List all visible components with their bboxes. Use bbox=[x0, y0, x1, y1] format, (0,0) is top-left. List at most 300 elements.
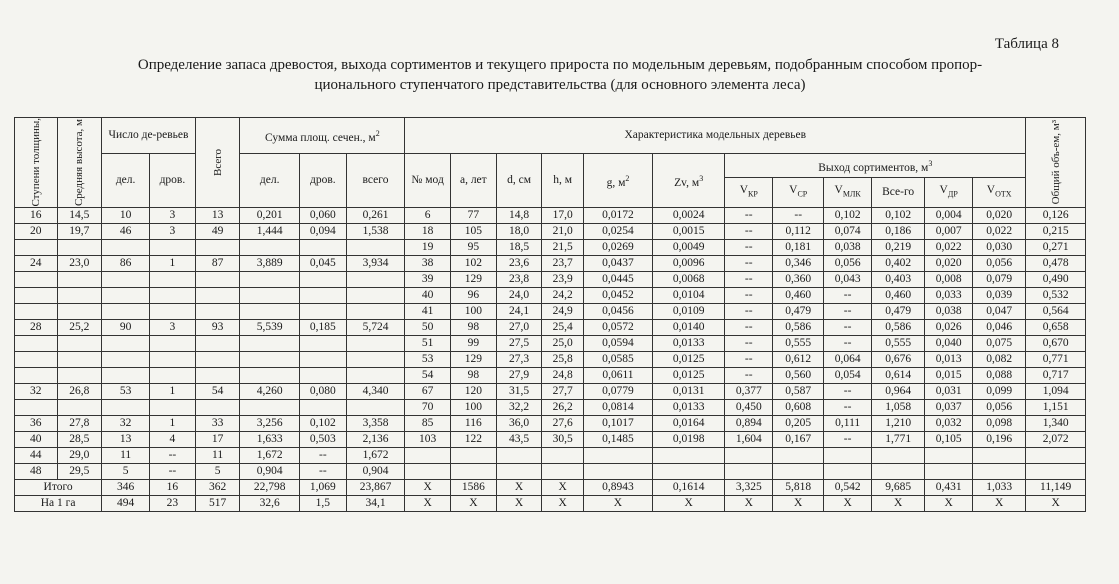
table-cell bbox=[102, 352, 150, 368]
header-total-volume: Общий объ-ем, м³ bbox=[1026, 118, 1086, 208]
table-cell bbox=[240, 352, 300, 368]
table-cell: 96 bbox=[450, 288, 496, 304]
header-g: g, $м^2$ bbox=[583, 154, 652, 208]
title-line-1: Определение запаса древостоя, выхода сортиментов и текущего прироста по модельным деревьям, подобранным способом пропор- bbox=[137, 57, 983, 73]
table-cell: 0,555 bbox=[773, 336, 824, 352]
table-cell: 98 bbox=[450, 320, 496, 336]
table-row bbox=[15, 320, 1086, 336]
table-cell: 0,056 bbox=[973, 256, 1026, 272]
table-cell: 0,094 bbox=[299, 224, 346, 240]
table-cell: 32 bbox=[102, 416, 150, 432]
table-cell: 23 bbox=[150, 496, 196, 512]
table-cell: 0,0814 bbox=[583, 400, 652, 416]
table-cell: X bbox=[542, 480, 583, 496]
table-cell: 1,340 bbox=[1026, 416, 1086, 432]
table-cell bbox=[725, 448, 773, 464]
table-row bbox=[15, 208, 1086, 224]
table-cell: 28,5 bbox=[57, 432, 102, 448]
table-cell: 5,818 bbox=[773, 480, 824, 496]
table-cell: 1,444 bbox=[240, 224, 300, 240]
table-cell: 17 bbox=[195, 432, 240, 448]
table-cell bbox=[824, 448, 872, 464]
table-cell: 100 bbox=[450, 304, 496, 320]
table-cell: 1,672 bbox=[240, 448, 300, 464]
table-cell: 18 bbox=[405, 224, 451, 240]
table-cell bbox=[150, 368, 196, 384]
table-cell: -- bbox=[725, 368, 773, 384]
table-cell: 33 bbox=[195, 416, 240, 432]
table-cell bbox=[346, 368, 405, 384]
table-cell: 0,964 bbox=[872, 384, 925, 400]
table-cell: 0,360 bbox=[773, 272, 824, 288]
table-cell: 17,0 bbox=[542, 208, 583, 224]
table-cell: 0,460 bbox=[773, 288, 824, 304]
table-cell: 1,672 bbox=[346, 448, 405, 464]
table-cell: 0,008 bbox=[925, 272, 973, 288]
table-cell bbox=[102, 288, 150, 304]
header-model-trees: Характеристика модельных деревьев bbox=[405, 118, 1026, 154]
table-cell bbox=[150, 288, 196, 304]
table-cell: 1,5 bbox=[299, 496, 346, 512]
table-cell: 23,8 bbox=[496, 272, 542, 288]
table-cell bbox=[346, 288, 405, 304]
table-cell: 0,271 bbox=[1026, 240, 1086, 256]
table-cell bbox=[450, 448, 496, 464]
table-cell: 0,8943 bbox=[583, 480, 652, 496]
header-mean-height: Средняя высота, м bbox=[57, 118, 102, 208]
table-cell: 0,201 bbox=[240, 208, 300, 224]
header-vsego: Все-го bbox=[872, 178, 925, 208]
table-row bbox=[15, 464, 1086, 480]
table-cell: -- bbox=[824, 288, 872, 304]
table-cell bbox=[299, 352, 346, 368]
table-cell: 54 bbox=[405, 368, 451, 384]
table-cell: 0,261 bbox=[346, 208, 405, 224]
table-cell: 3,889 bbox=[240, 256, 300, 272]
table-cell bbox=[15, 352, 58, 368]
table-cell bbox=[450, 464, 496, 480]
table-cell: 50 bbox=[405, 320, 451, 336]
table-cell: 0,054 bbox=[824, 368, 872, 384]
table-cell: 0,082 bbox=[973, 352, 1026, 368]
table-cell: 24,8 bbox=[542, 368, 583, 384]
table-cell bbox=[346, 304, 405, 320]
table-cell: 90 bbox=[102, 320, 150, 336]
table-cell bbox=[57, 240, 102, 256]
table-cell: 29,5 bbox=[57, 464, 102, 480]
table-cell bbox=[346, 272, 405, 288]
table-cell: 0,099 bbox=[973, 384, 1026, 400]
table-cell: X bbox=[973, 496, 1026, 512]
table-cell: 32,2 bbox=[496, 400, 542, 416]
table-cell bbox=[1026, 464, 1086, 480]
table-cell bbox=[150, 352, 196, 368]
table-cell: 2,136 bbox=[346, 432, 405, 448]
table-cell: X bbox=[1026, 496, 1086, 512]
table-cell: 0,503 bbox=[299, 432, 346, 448]
table-cell: 40 bbox=[405, 288, 451, 304]
table-cell: 93 bbox=[195, 320, 240, 336]
table-cell bbox=[583, 448, 652, 464]
table-cell: 0,658 bbox=[1026, 320, 1086, 336]
table-cell: 53 bbox=[102, 384, 150, 400]
table-cell: 26,2 bbox=[542, 400, 583, 416]
table-cell: X bbox=[653, 496, 725, 512]
table-cell: X bbox=[542, 496, 583, 512]
table-cell: 0,020 bbox=[973, 208, 1026, 224]
table-cell: -- bbox=[725, 240, 773, 256]
table-cell: 0,0585 bbox=[583, 352, 652, 368]
per-ha-row-label: На 1 га bbox=[15, 496, 102, 512]
table-cell: 0,0049 bbox=[653, 240, 725, 256]
table-cell: X bbox=[496, 496, 542, 512]
table-cell bbox=[240, 240, 300, 256]
table-cell bbox=[57, 336, 102, 352]
table-cell bbox=[925, 448, 973, 464]
table-cell: -- bbox=[725, 320, 773, 336]
table-cell bbox=[150, 304, 196, 320]
table-cell: 70 bbox=[405, 400, 451, 416]
table-cell: -- bbox=[725, 256, 773, 272]
table-cell: 19 bbox=[405, 240, 451, 256]
header-votx: $V_{ОТХ}$ bbox=[973, 178, 1026, 208]
table-cell bbox=[150, 400, 196, 416]
table-cell bbox=[15, 272, 58, 288]
table-cell: 0,105 bbox=[925, 432, 973, 448]
table-cell: -- bbox=[824, 304, 872, 320]
table-cell: 0,1614 bbox=[653, 480, 725, 496]
table-cell bbox=[195, 352, 240, 368]
table-cell: 0,167 bbox=[773, 432, 824, 448]
header-del: дел. bbox=[102, 154, 150, 208]
table-cell bbox=[299, 304, 346, 320]
table-cell: 5 bbox=[195, 464, 240, 480]
table-cell: X bbox=[925, 496, 973, 512]
table-cell: 0,0269 bbox=[583, 240, 652, 256]
table-cell bbox=[57, 352, 102, 368]
table-cell bbox=[1026, 448, 1086, 464]
table-cell: -- bbox=[824, 320, 872, 336]
table-cell: 11 bbox=[195, 448, 240, 464]
table-cell bbox=[299, 400, 346, 416]
table-cell: 0,431 bbox=[925, 480, 973, 496]
table-cell: 22,798 bbox=[240, 480, 300, 496]
table-cell: 120 bbox=[450, 384, 496, 400]
table-cell: 0,102 bbox=[824, 208, 872, 224]
table-cell bbox=[299, 288, 346, 304]
table-cell: 0,402 bbox=[872, 256, 925, 272]
table-cell: 0,0445 bbox=[583, 272, 652, 288]
table-cell: 0,013 bbox=[925, 352, 973, 368]
table-cell: 85 bbox=[405, 416, 451, 432]
table-cell: 10 bbox=[102, 208, 150, 224]
table-cell: 0,0172 bbox=[583, 208, 652, 224]
table-cell: 24,2 bbox=[542, 288, 583, 304]
table-cell: -- bbox=[150, 464, 196, 480]
table-cell bbox=[102, 272, 150, 288]
table-cell: 0,0104 bbox=[653, 288, 725, 304]
table-cell: 0,022 bbox=[973, 224, 1026, 240]
table-cell: 0,0131 bbox=[653, 384, 725, 400]
table-cell: 0,056 bbox=[973, 400, 1026, 416]
table-cell: 4,340 bbox=[346, 384, 405, 400]
table-cell bbox=[240, 368, 300, 384]
table-cell: 27,6 bbox=[542, 416, 583, 432]
table-row bbox=[15, 272, 1086, 288]
table-cell: 0,056 bbox=[824, 256, 872, 272]
table-cell: 0,0198 bbox=[653, 432, 725, 448]
table-cell: 0,0125 bbox=[653, 352, 725, 368]
table-cell: 0,215 bbox=[1026, 224, 1086, 240]
table-cell: 0,0456 bbox=[583, 304, 652, 320]
table-cell: 38 bbox=[405, 256, 451, 272]
table-cell: 0,004 bbox=[925, 208, 973, 224]
table-cell: 0,586 bbox=[773, 320, 824, 336]
table-cell: 1 bbox=[150, 416, 196, 432]
table-cell: 0,490 bbox=[1026, 272, 1086, 288]
table-cell: 25,0 bbox=[542, 336, 583, 352]
table-cell bbox=[15, 288, 58, 304]
table-cell bbox=[542, 448, 583, 464]
table-cell: 1,151 bbox=[1026, 400, 1086, 416]
total-row-label: Итого bbox=[15, 480, 102, 496]
table-cell: 13 bbox=[102, 432, 150, 448]
table-cell: 18,0 bbox=[496, 224, 542, 240]
table-cell: 14,5 bbox=[57, 208, 102, 224]
table-cell bbox=[583, 464, 652, 480]
table-cell: -- bbox=[725, 224, 773, 240]
table-cell: 0,0133 bbox=[653, 336, 725, 352]
table-cell bbox=[15, 304, 58, 320]
table-cell: 0,346 bbox=[773, 256, 824, 272]
table-cell: 0,064 bbox=[824, 352, 872, 368]
header-all-area: всего bbox=[346, 154, 405, 208]
table-cell: 16 bbox=[15, 208, 58, 224]
table-cell: 0,0133 bbox=[653, 400, 725, 416]
table-cell: 23,6 bbox=[496, 256, 542, 272]
table-cell bbox=[102, 304, 150, 320]
table-cell: 0,185 bbox=[299, 320, 346, 336]
table-cell: 0,219 bbox=[872, 240, 925, 256]
table-cell: 0,460 bbox=[872, 288, 925, 304]
table-cell: 0,586 bbox=[872, 320, 925, 336]
table-row bbox=[15, 432, 1086, 448]
table-cell: 1,210 bbox=[872, 416, 925, 432]
table-cell: 27,5 bbox=[496, 336, 542, 352]
table-cell: 0,532 bbox=[1026, 288, 1086, 304]
table-cell: 0,670 bbox=[1026, 336, 1086, 352]
table-cell: 105 bbox=[450, 224, 496, 240]
table-cell: 23,9 bbox=[542, 272, 583, 288]
table-title bbox=[10, 55, 1110, 95]
table-cell bbox=[195, 400, 240, 416]
table-cell: 25,8 bbox=[542, 352, 583, 368]
table-cell: 11 bbox=[102, 448, 150, 464]
table-cell bbox=[653, 448, 725, 464]
table-cell: X bbox=[725, 496, 773, 512]
table-cell: 0,560 bbox=[773, 368, 824, 384]
table-cell: 99 bbox=[450, 336, 496, 352]
table-row bbox=[15, 256, 1086, 272]
header-total: Всего bbox=[195, 118, 240, 208]
table-cell: 0,479 bbox=[773, 304, 824, 320]
table-cell bbox=[299, 240, 346, 256]
table-cell: 9,685 bbox=[872, 480, 925, 496]
table-cell: X bbox=[824, 496, 872, 512]
table-cell bbox=[346, 400, 405, 416]
table-cell bbox=[240, 400, 300, 416]
table-cell: 0,079 bbox=[973, 272, 1026, 288]
table-cell: 36 bbox=[15, 416, 58, 432]
table-cell: -- bbox=[299, 448, 346, 464]
table-cell: 1,094 bbox=[1026, 384, 1086, 400]
table-cell: 0,047 bbox=[973, 304, 1026, 320]
table-cell: 0,1017 bbox=[583, 416, 652, 432]
table-cell: 0,0125 bbox=[653, 368, 725, 384]
table-cell: 0,542 bbox=[824, 480, 872, 496]
table-cell bbox=[102, 336, 150, 352]
table-cell: 24,9 bbox=[542, 304, 583, 320]
table-cell: 24,0 bbox=[496, 288, 542, 304]
table-cell: 32,6 bbox=[240, 496, 300, 512]
table-cell bbox=[102, 240, 150, 256]
table-cell: -- bbox=[824, 336, 872, 352]
table-cell: X bbox=[405, 480, 451, 496]
table-cell: -- bbox=[725, 336, 773, 352]
title-line-2: ционального ступенчатого представительства (для основного элемента леса) bbox=[314, 77, 806, 93]
table-cell: 0,060 bbox=[299, 208, 346, 224]
table-cell: 19,7 bbox=[57, 224, 102, 240]
table-cell: 20 bbox=[15, 224, 58, 240]
header-tree-count: Число де-ревьев bbox=[102, 118, 196, 154]
table-cell: 5,539 bbox=[240, 320, 300, 336]
table-cell: 0,039 bbox=[973, 288, 1026, 304]
table-row bbox=[15, 368, 1086, 384]
table-row bbox=[15, 240, 1086, 256]
table-cell: 116 bbox=[450, 416, 496, 432]
table-cell: 3,934 bbox=[346, 256, 405, 272]
table-cell: 0,608 bbox=[773, 400, 824, 416]
table-cell: 129 bbox=[450, 272, 496, 288]
table-cell: 0,098 bbox=[973, 416, 1026, 432]
table-row bbox=[15, 304, 1086, 320]
table-cell: 27,7 bbox=[542, 384, 583, 400]
table-cell: 1,604 bbox=[725, 432, 773, 448]
header-del-area: дел. bbox=[240, 154, 300, 208]
table-row bbox=[15, 416, 1086, 432]
per-ha-row bbox=[15, 496, 1086, 512]
table-cell: -- bbox=[725, 272, 773, 288]
table-cell: 0,020 bbox=[925, 256, 973, 272]
table-cell bbox=[195, 288, 240, 304]
table-cell: 0,564 bbox=[1026, 304, 1086, 320]
table-cell bbox=[150, 240, 196, 256]
table-cell: 0,450 bbox=[725, 400, 773, 416]
table-cell: 0,038 bbox=[824, 240, 872, 256]
table-cell: 0,046 bbox=[973, 320, 1026, 336]
table-cell: 0,074 bbox=[824, 224, 872, 240]
table-cell: 0,040 bbox=[925, 336, 973, 352]
table-cell: 0,904 bbox=[346, 464, 405, 480]
table-cell: 43,5 bbox=[496, 432, 542, 448]
table-cell bbox=[872, 464, 925, 480]
table-cell bbox=[542, 464, 583, 480]
table-cell: 27,9 bbox=[496, 368, 542, 384]
table-cell: 0,612 bbox=[773, 352, 824, 368]
table-cell: 3,256 bbox=[240, 416, 300, 432]
table-cell: -- bbox=[773, 208, 824, 224]
table-cell: 0,0572 bbox=[583, 320, 652, 336]
header-vmlk: $V_{МЛК}$ bbox=[824, 178, 872, 208]
table-row bbox=[15, 224, 1086, 240]
table-cell: 0,088 bbox=[973, 368, 1026, 384]
table-cell: 0,037 bbox=[925, 400, 973, 416]
table-cell: 27,0 bbox=[496, 320, 542, 336]
table-cell: 0,032 bbox=[925, 416, 973, 432]
table-cell: 3,325 bbox=[725, 480, 773, 496]
table-cell: X bbox=[773, 496, 824, 512]
table-cell: 0,904 bbox=[240, 464, 300, 480]
table-cell bbox=[725, 464, 773, 480]
table-cell: 2,072 bbox=[1026, 432, 1086, 448]
table-cell: 1,033 bbox=[973, 480, 1026, 496]
total-row bbox=[15, 480, 1086, 496]
table-row bbox=[15, 352, 1086, 368]
table-cell: 0,0068 bbox=[653, 272, 725, 288]
header-height: h, м bbox=[542, 154, 583, 208]
header-vsr: $V_{СР}$ bbox=[773, 178, 824, 208]
table-cell: 0,0779 bbox=[583, 384, 652, 400]
table-cell bbox=[496, 464, 542, 480]
header-vdr: $V_{ДР}$ bbox=[925, 178, 973, 208]
table-cell: 95 bbox=[450, 240, 496, 256]
table-cell: 0,181 bbox=[773, 240, 824, 256]
table-cell: 0,555 bbox=[872, 336, 925, 352]
table-cell: 0,0611 bbox=[583, 368, 652, 384]
table-cell: 517 bbox=[195, 496, 240, 512]
header-basal-area: Сумма площ. сечен., $м^2$ bbox=[240, 118, 405, 154]
table-cell: 0,031 bbox=[925, 384, 973, 400]
table-cell: 14,8 bbox=[496, 208, 542, 224]
table-cell: 18,5 bbox=[496, 240, 542, 256]
table-cell bbox=[240, 288, 300, 304]
table-cell bbox=[240, 304, 300, 320]
table-cell bbox=[240, 336, 300, 352]
table-cell: 24,1 bbox=[496, 304, 542, 320]
table-cell: -- bbox=[725, 288, 773, 304]
table-cell: 21,5 bbox=[542, 240, 583, 256]
table-cell: 0,015 bbox=[925, 368, 973, 384]
table-cell bbox=[299, 336, 346, 352]
table-cell bbox=[405, 464, 451, 480]
table-cell: 494 bbox=[102, 496, 150, 512]
table-cell: 4,260 bbox=[240, 384, 300, 400]
table-cell: X bbox=[872, 496, 925, 512]
table-cell: 0,102 bbox=[872, 208, 925, 224]
table-row bbox=[15, 384, 1086, 400]
table-cell: 0,0015 bbox=[653, 224, 725, 240]
table-cell: 0,894 bbox=[725, 416, 773, 432]
table-cell bbox=[57, 304, 102, 320]
table-cell bbox=[195, 304, 240, 320]
table-row bbox=[15, 448, 1086, 464]
table-cell: 0,377 bbox=[725, 384, 773, 400]
table-cell: 36,0 bbox=[496, 416, 542, 432]
table-cell: 25,2 bbox=[57, 320, 102, 336]
table-cell: 1 bbox=[150, 384, 196, 400]
table-cell: 40 bbox=[15, 432, 58, 448]
table-cell: 87 bbox=[195, 256, 240, 272]
